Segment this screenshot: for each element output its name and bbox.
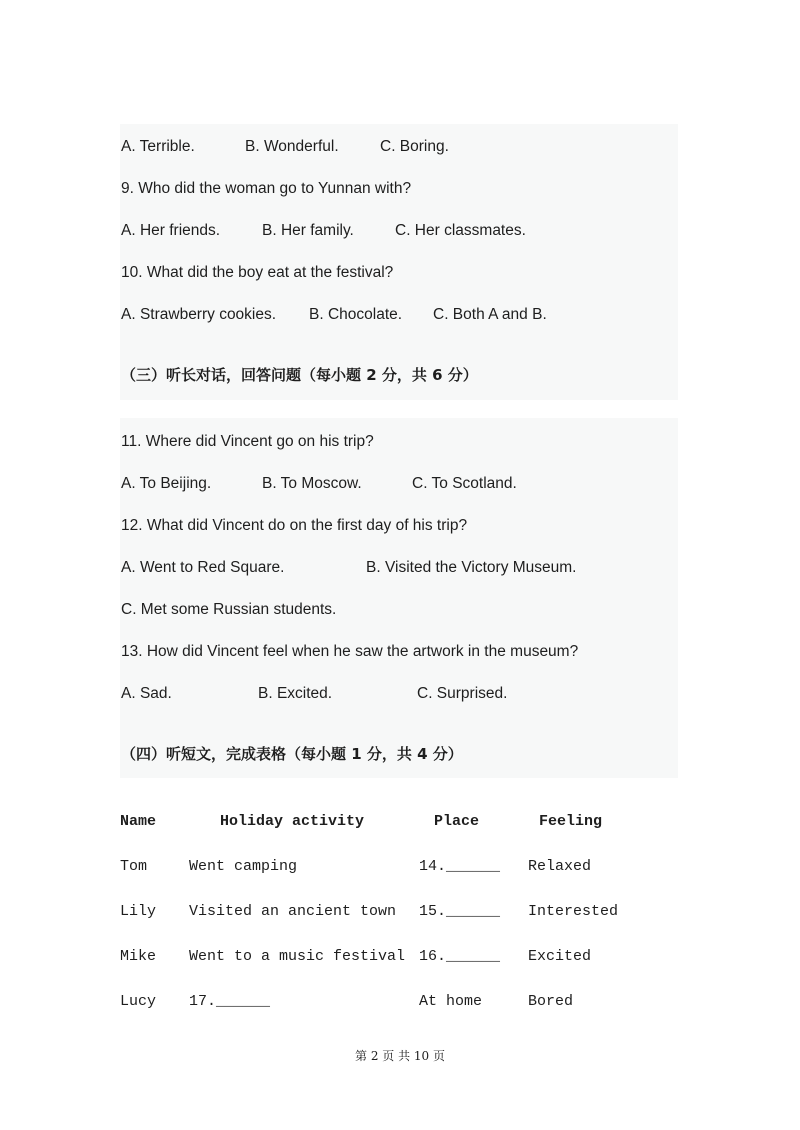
- option-a[interactable]: A. Strawberry cookies.: [121, 306, 277, 323]
- cell-feeling: Interested: [528, 903, 619, 920]
- cell-activity: Visited an ancient town: [189, 903, 397, 920]
- option-b[interactable]: B. To Moscow.: [262, 475, 362, 492]
- option-c[interactable]: C. Boring.: [380, 138, 449, 155]
- option-c[interactable]: C. Surprised.: [417, 685, 508, 702]
- option-a[interactable]: A. Her friends.: [121, 222, 221, 239]
- cell-name: Lily: [120, 903, 157, 920]
- page-number-footer: 第 2 页 共 10 页: [355, 1049, 445, 1063]
- header-name: Name: [120, 813, 157, 830]
- section-4-heading: （四）听短文，完成表格（每小题 1 分，共 4 分）: [121, 745, 463, 763]
- cell-feeling: Excited: [528, 948, 592, 965]
- cell-name: Mike: [120, 948, 157, 965]
- option-a[interactable]: A. To Beijing.: [121, 475, 212, 492]
- question-block-shade: [120, 418, 678, 778]
- option-c[interactable]: C. Both A and B.: [433, 306, 547, 323]
- option-b[interactable]: B. Chocolate.: [309, 306, 403, 323]
- option-b[interactable]: B. Wonderful.: [245, 138, 339, 155]
- question-10: 10. What did the boy eat at the festival?: [121, 264, 394, 281]
- option-a[interactable]: A. Sad.: [121, 685, 172, 702]
- header-place: Place: [434, 813, 480, 830]
- blank-16[interactable]: 16.______: [419, 948, 501, 965]
- blank-15[interactable]: 15.______: [419, 903, 501, 920]
- option-b[interactable]: B. Excited.: [258, 685, 333, 702]
- option-b[interactable]: B. Visited the Victory Museum.: [366, 559, 577, 576]
- blank-14[interactable]: 14.______: [419, 858, 501, 875]
- option-c[interactable]: C. Her classmates.: [395, 222, 526, 239]
- option-c[interactable]: C. To Scotland.: [412, 475, 517, 492]
- question-9: 9. Who did the woman go to Yunnan with?: [121, 180, 412, 197]
- option-a[interactable]: A. Went to Red Square.: [121, 559, 285, 576]
- question-block-shade: [120, 124, 678, 400]
- option-b[interactable]: B. Her family.: [262, 222, 354, 239]
- option-a[interactable]: A. Terrible.: [121, 138, 195, 155]
- question-12: 12. What did Vincent do on the first day of his trip?: [121, 517, 468, 534]
- question-11: 11. Where did Vincent go on his trip?: [121, 433, 374, 450]
- cell-place: At home: [419, 993, 483, 1010]
- blank-17[interactable]: 17.______: [189, 993, 271, 1010]
- cell-activity: Went to a music festival: [189, 948, 406, 965]
- question-13: 13. How did Vincent feel when he saw the artwork in the museum?: [121, 643, 579, 660]
- header-feeling: Feeling: [539, 813, 603, 830]
- cell-name: Lucy: [120, 993, 157, 1010]
- cell-activity: Went camping: [189, 858, 298, 875]
- cell-name: Tom: [120, 858, 148, 875]
- header-activity: Holiday activity: [220, 813, 365, 830]
- cell-feeling: Relaxed: [528, 858, 592, 875]
- section-3-heading: （三）听长对话，回答问题（每小题 2 分，共 6 分）: [121, 366, 478, 384]
- cell-feeling: Bored: [528, 993, 574, 1010]
- option-c[interactable]: C. Met some Russian students.: [121, 601, 337, 618]
